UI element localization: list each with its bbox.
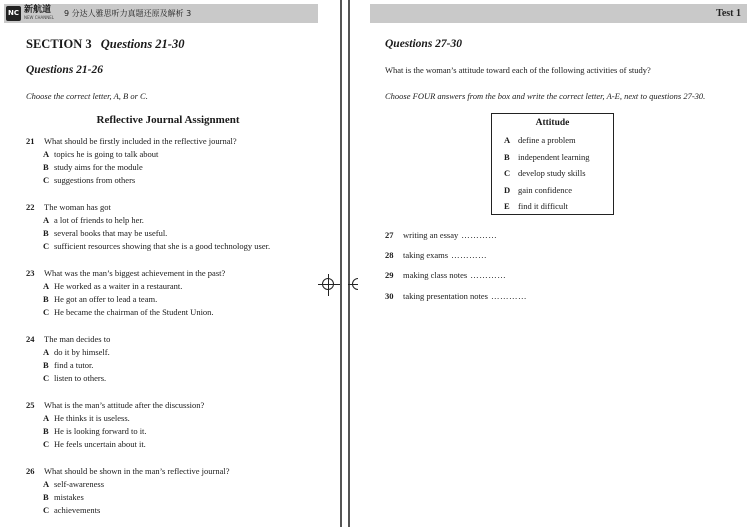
question-number: 29 (385, 270, 394, 280)
option-text: He got an offer to lead a team. (54, 294, 158, 304)
option-letter: C (43, 505, 50, 515)
brand-subtitle: NEW CHANNEL (24, 15, 55, 20)
left-page (0, 0, 336, 527)
answer-option (43, 492, 84, 502)
answer-option (43, 294, 157, 304)
option-text: develop study skills (518, 168, 586, 178)
attitude-option (504, 135, 576, 145)
answer-option (43, 175, 135, 185)
option-text: find a tutor. (54, 360, 94, 370)
attitude-option (504, 152, 590, 162)
right-page (358, 0, 747, 527)
option-text: suggestions from others (54, 175, 136, 185)
crop-mark-icon (318, 274, 340, 296)
question-number: 27 (385, 230, 394, 240)
option-text: mistakes (54, 492, 84, 502)
option-text: listen to others. (54, 373, 107, 383)
group-heading-27-30: Questions 27-30 (385, 38, 462, 50)
question-text: What was the man’s biggest achievement in the past? (44, 268, 226, 278)
section-label: SECTION 3 (26, 37, 92, 51)
question-stem (26, 334, 110, 344)
option-letter: C (43, 307, 50, 317)
option-letter: A (43, 215, 50, 225)
option-text: study aims for the module (54, 162, 143, 172)
question-text: The man decides to (44, 334, 111, 344)
question-text: What is the man’s attitude after the discussion? (44, 400, 205, 410)
question-stem (26, 136, 237, 146)
option-text: He feels uncertain about it. (54, 439, 146, 449)
answer-option (43, 241, 270, 251)
question-stem (26, 466, 230, 476)
header-bar (4, 4, 318, 23)
option-letter: C (43, 241, 50, 251)
page-edge-line (340, 0, 342, 527)
logo-icon: NC (6, 6, 21, 21)
question-number: 23 (26, 268, 35, 278)
option-text: define a problem (518, 135, 576, 145)
option-letter: B (504, 151, 510, 162)
option-text: find it difficult (518, 201, 568, 211)
answer-option (43, 360, 93, 370)
answer-option (43, 426, 147, 436)
answer-blank[interactable]: ………… (470, 270, 507, 280)
attitude-option (504, 201, 568, 211)
option-letter: A (43, 347, 50, 357)
option-letter: C (43, 175, 50, 185)
option-text: sufficient resources showing that she is a good technology user. (54, 241, 271, 251)
option-letter: C (504, 168, 511, 178)
answer-option (43, 228, 167, 238)
answer-option (43, 149, 158, 159)
option-text: do it by himself. (54, 347, 110, 357)
answer-option (43, 162, 143, 172)
activity-text: taking presentation notes (403, 291, 488, 301)
answer-option (43, 505, 100, 515)
brand-name: 新航道 (24, 5, 52, 15)
answer-option (43, 413, 130, 423)
option-text: He worked as a waiter in a restaurant. (54, 281, 183, 291)
question-text: What should be firstly included in the reflective journal? (44, 136, 237, 146)
activity-text: making class notes (403, 270, 468, 280)
question-number: 28 (385, 250, 394, 260)
option-letter: A (504, 135, 511, 145)
page-gutter (336, 0, 358, 527)
question-number: 30 (385, 291, 394, 301)
option-letter: B (43, 492, 49, 502)
option-text: self-awareness (54, 479, 105, 489)
option-letter: B (43, 162, 49, 172)
option-text: gain confidence (518, 184, 573, 195)
option-letter: C (43, 373, 50, 383)
answer-option (43, 479, 104, 489)
answer-blank[interactable]: ………… (461, 230, 498, 240)
question-stem (26, 400, 204, 410)
answer-option (43, 215, 144, 225)
header-bar (370, 4, 747, 23)
matching-item (385, 250, 487, 260)
question-number: 21 (26, 136, 35, 146)
option-letter: B (43, 426, 49, 436)
section-range: Questions 21-30 (100, 37, 185, 51)
question-text: The woman has got (44, 202, 111, 212)
attitude-option (504, 168, 586, 178)
option-letter: A (43, 149, 50, 159)
question-number: 24 (26, 334, 35, 344)
matching-item (385, 291, 527, 301)
answer-option (43, 439, 146, 449)
question-number: 25 (26, 400, 35, 410)
activity-text: taking exams (403, 250, 449, 260)
option-text: He is looking forward to it. (54, 426, 147, 436)
box-title: Attitude (535, 118, 570, 128)
option-letter: A (43, 479, 50, 489)
question-stem (26, 268, 225, 278)
option-letter: B (43, 228, 49, 238)
question-stem (26, 202, 111, 212)
answer-option (43, 307, 214, 317)
activity-text: writing an essay (403, 230, 459, 240)
option-letter: B (43, 360, 49, 370)
answer-option (43, 373, 106, 383)
attitude-option (504, 185, 572, 195)
form-title: Reflective Journal Assignment (96, 114, 240, 126)
test-label: Test 1 (716, 8, 741, 19)
option-text: achievements (54, 505, 101, 515)
matching-item (385, 230, 497, 240)
book-title: 9 分达人雅思听力真题还原及解析 3 (64, 9, 192, 18)
option-text: a lot of friends to help her. (54, 215, 144, 225)
instruction-21-26: Choose the correct letter, A, B or C. (26, 91, 148, 101)
question-prompt: What is the woman’s attitude toward each of the following activities of study? (385, 65, 651, 75)
option-text: He became the chairman of the Student Union. (54, 307, 214, 317)
option-letter: D (504, 184, 511, 195)
answer-option (43, 347, 110, 357)
instruction-text: Choose FOUR answers from the box and write the correct letter, A-E, next to questions 27-30. (385, 91, 706, 101)
option-letter: C (43, 439, 50, 449)
answer-blank[interactable]: ………… (451, 250, 488, 260)
option-letter: A (43, 281, 50, 291)
question-text: What should be shown in the man’s reflective journal? (44, 466, 230, 476)
option-letter: B (43, 294, 49, 304)
option-text: independent learning (518, 151, 590, 162)
option-letter: A (43, 413, 50, 423)
instruction-27-30 (385, 91, 705, 101)
page-edge-line (348, 0, 350, 527)
question-number: 22 (26, 202, 35, 212)
question-number: 26 (26, 466, 35, 476)
section-heading (26, 37, 184, 52)
attitude-box (491, 113, 614, 215)
answer-option (43, 281, 182, 291)
option-text: He thinks it is useless. (54, 413, 130, 423)
option-text: topics he is going to talk about (54, 149, 159, 159)
option-text: several books that may be useful. (54, 228, 168, 238)
matching-item (385, 270, 506, 280)
option-letter: E (504, 201, 510, 211)
group-heading-21-26: Questions 21-26 (26, 64, 103, 76)
answer-blank[interactable]: ………… (490, 291, 527, 301)
